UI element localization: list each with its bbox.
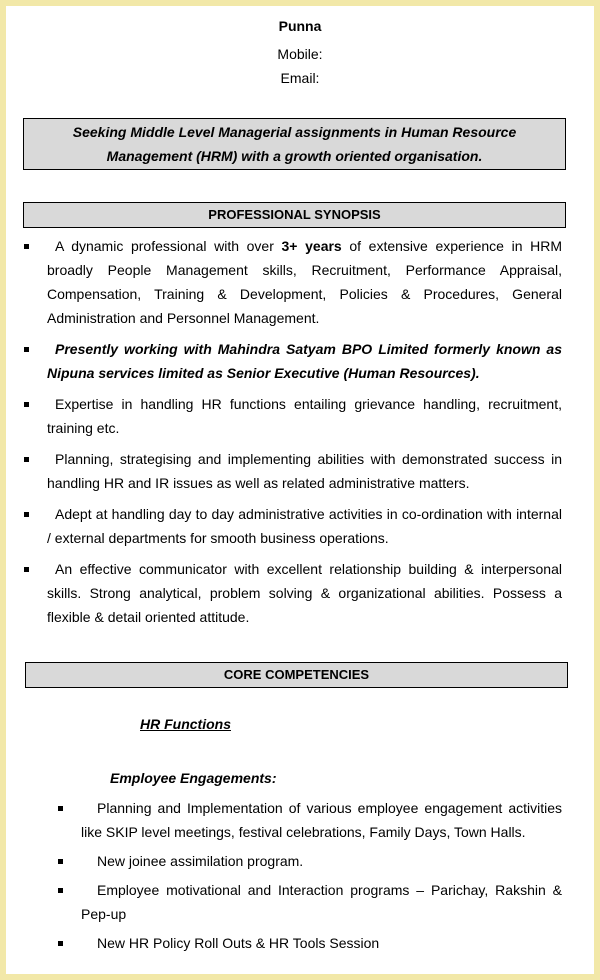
list-item [52, 849, 562, 873]
item-text: New HR Policy Roll Outs & HR Tools Session [97, 935, 380, 951]
list-item [18, 447, 562, 495]
list-item [52, 796, 562, 844]
engagements-subheading: Employee Engagements: [110, 770, 277, 786]
bullet-icon [58, 888, 63, 893]
objective-box [23, 118, 566, 170]
item-text: of extensive experience in HRM broadly People Management skills, Recruitment, Performance Appraisal, Compensation, Training & Development, Policies & Procedures, General Administration and Personnel Management. [47, 238, 562, 326]
objective-line-2: Management (HRM) with a growth oriented organisation. [106, 148, 483, 164]
list-item [18, 502, 562, 550]
item-text: Adept at handling day to day administrative activities in co-ordination with internal / external departments for smooth business operations. [47, 506, 562, 546]
bullet-icon [24, 457, 29, 462]
bullet-icon [24, 512, 29, 517]
bullet-icon [24, 347, 29, 352]
synopsis-list [18, 234, 562, 636]
bullet-icon [58, 941, 63, 946]
list-item [18, 234, 562, 330]
list-item [18, 337, 562, 385]
hr-functions-subheading: HR Functions [140, 716, 231, 732]
list-item [18, 392, 562, 440]
mobile-label: Mobile: [277, 46, 323, 62]
item-text: Presently working with Mahindra Satyam BPO Limited formerly known as Nipuna services limited as Senior Executive (Human Resources). [47, 341, 562, 381]
candidate-name: Punna [278, 18, 322, 34]
list-item [52, 878, 562, 926]
bullet-icon [58, 806, 63, 811]
bullet-icon [58, 859, 63, 864]
list-item [52, 931, 562, 955]
competencies-heading: CORE COMPETENCIES [25, 662, 568, 688]
email-label: Email: [280, 70, 320, 86]
item-text: Employee motivational and Interaction programs – Parichay, Rakshin & Pep-up [81, 882, 562, 922]
bullet-icon [24, 567, 29, 572]
item-text: Planning and Implementation of various employee engagement activities like SKIP level meetings, festival celebrations, Family Days, Town Halls. [81, 800, 562, 840]
bullet-icon [24, 402, 29, 407]
item-text: A dynamic professional with over [55, 238, 282, 254]
bullet-icon [24, 244, 29, 249]
engagement-list [52, 796, 562, 960]
objective-line-1: Seeking Middle Level Managerial assignments in Human Resource [72, 124, 517, 140]
item-bold-text: 3+ years [281, 238, 342, 254]
item-text: Expertise in handling HR functions entailing grievance handling, recruitment, training etc. [47, 396, 562, 436]
list-item [18, 557, 562, 629]
synopsis-heading: PROFESSIONAL SYNOPSIS [23, 202, 566, 228]
item-text: Planning, strategising and implementing abilities with demonstrated success in handling HR and IR issues as well as related administrative matters. [47, 451, 562, 491]
item-text: An effective communicator with excellent relationship building & interpersonal skills. Strong analytical, problem solving & organizational abilities. Possess a flexible & detail oriented attitude. [47, 561, 562, 625]
item-text: New joinee assimilation program. [97, 853, 304, 869]
